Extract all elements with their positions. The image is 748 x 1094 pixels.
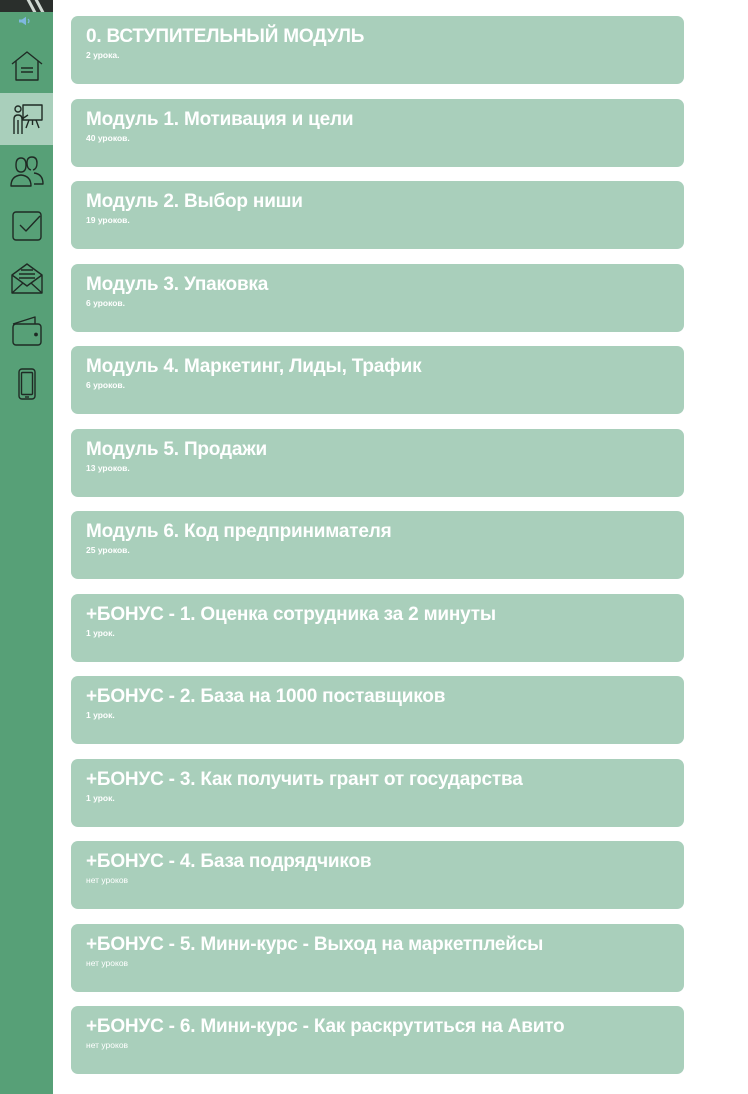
module-lesson-count: 25 уроков. — [86, 545, 130, 555]
module-lesson-count: 40 уроков. — [86, 132, 130, 143]
module-lesson-count: 19 уроков. — [86, 215, 130, 225]
module-lesson-count: нет уроков — [86, 957, 129, 968]
module-lesson-count: нет уроков — [86, 875, 129, 885]
module-card-2[interactable] — [71, 181, 684, 249]
nav-messages[interactable] — [0, 252, 53, 304]
module-card-3[interactable] — [71, 264, 684, 332]
module-title: 0. ВСТУПИТЕЛЬНЫЙ МОДУЛЬ — [86, 26, 365, 47]
module-title: Модуль 6. Код предпринимателя — [86, 521, 392, 542]
bonus-card-2[interactable] — [71, 676, 684, 744]
module-title: +БОНУС - 4. База подрядчиков — [86, 851, 372, 872]
module-lesson-count: нет уроков — [86, 1040, 129, 1050]
sidebar — [0, 0, 53, 1094]
bonus-card-6[interactable] — [71, 1006, 684, 1074]
speaker-icon[interactable] — [18, 16, 32, 26]
nav-wallet[interactable] — [0, 305, 53, 357]
module-title: Модуль 1. Мотивация и цели — [86, 108, 354, 130]
wallet-icon — [9, 313, 45, 349]
module-lesson-count: 1 урок. — [86, 792, 115, 803]
module-title: +БОНУС - 1. Оценка сотрудника за 2 минуты — [86, 603, 496, 625]
nav-users[interactable] — [0, 146, 53, 198]
module-title: Модуль 5. Продажи — [86, 438, 267, 460]
checkbox-icon — [9, 207, 45, 243]
module-list — [71, 16, 684, 1089]
module-card-1[interactable] — [71, 99, 684, 167]
module-title: Модуль 2. Выбор ниши — [86, 191, 303, 212]
nav-home[interactable] — [0, 40, 53, 92]
module-card-5[interactable] — [71, 429, 684, 497]
mail-icon — [9, 260, 45, 296]
users-icon — [9, 154, 45, 190]
module-card-4[interactable] — [71, 346, 684, 414]
module-title: Модуль 4. Маркетинг, Лиды, Трафик — [86, 356, 422, 377]
module-lesson-count: 13 уроков. — [86, 462, 130, 473]
module-lesson-count: 6 уроков. — [86, 297, 126, 308]
module-card-6[interactable] — [71, 511, 684, 579]
bonus-card-1[interactable] — [71, 594, 684, 662]
nav-tasks[interactable] — [0, 199, 53, 251]
module-lesson-count: 1 урок. — [86, 710, 115, 720]
bonus-card-5[interactable] — [71, 924, 684, 992]
module-title: +БОНУС - 2. База на 1000 поставщиков — [86, 686, 446, 707]
nav-training[interactable] — [0, 93, 53, 145]
bonus-card-3[interactable] — [71, 759, 684, 827]
mobile-phone-icon — [9, 366, 45, 402]
module-lesson-count: 1 урок. — [86, 627, 115, 638]
module-title: +БОНУС - 3. Как получить грант от государства — [86, 768, 523, 790]
corner-graphic — [0, 0, 53, 12]
module-title: +БОНУС - 6. Мини-курс - Как раскрутиться на Авито — [86, 1016, 565, 1037]
module-title: +БОНУС - 5. Мини-курс - Выход на маркетплейсы — [86, 933, 544, 955]
teacher-board-icon — [9, 101, 45, 137]
module-card-intro[interactable] — [71, 16, 684, 84]
module-title: Модуль 3. Упаковка — [86, 273, 269, 295]
module-lesson-count: 2 урока. — [86, 50, 120, 60]
bonus-card-4[interactable] — [71, 841, 684, 909]
home-icon — [9, 48, 45, 84]
module-lesson-count: 6 уроков. — [86, 380, 126, 390]
nav-mobile[interactable] — [0, 358, 53, 410]
